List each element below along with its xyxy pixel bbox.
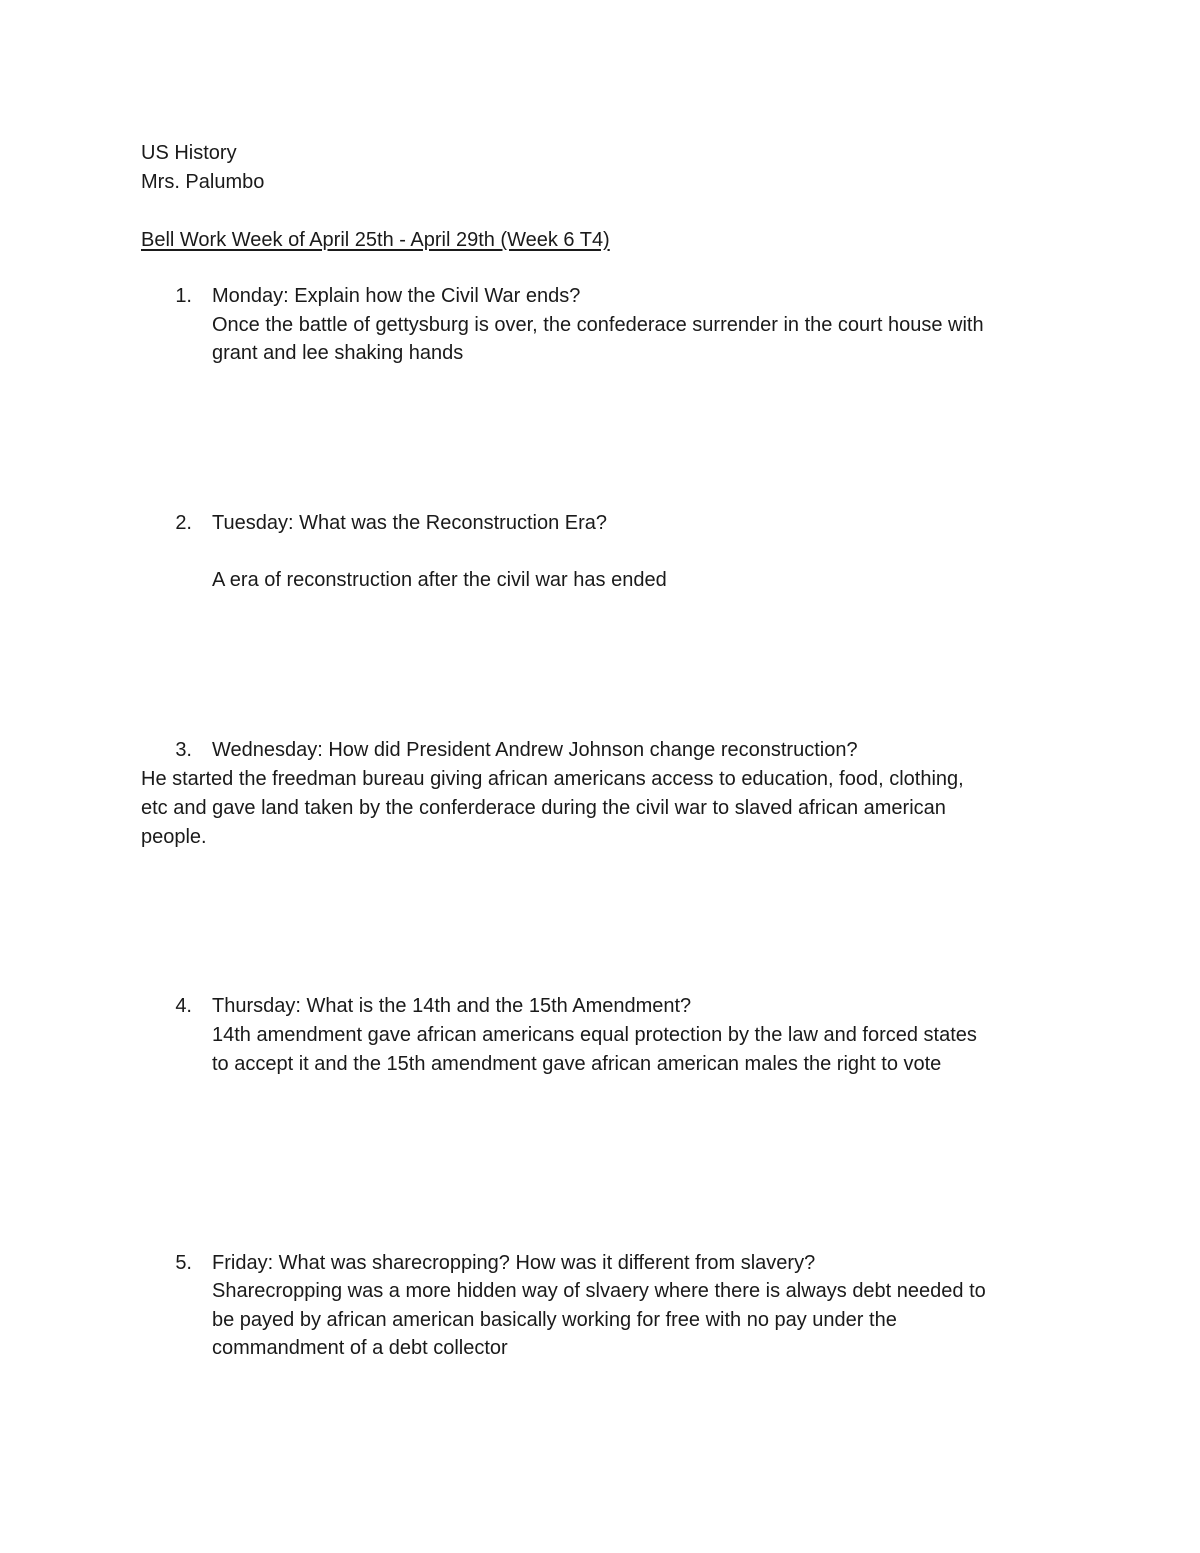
- question-number-4: 4.: [175, 995, 192, 1017]
- question-3-text: Wednesday: How did President Andrew Johnson change reconstruction?: [212, 739, 858, 761]
- question-number-2: 2.: [175, 512, 192, 534]
- course-name: US History: [141, 142, 237, 164]
- question-number-5: 5.: [175, 1252, 192, 1274]
- question-1-text: Monday: Explain how the Civil War ends?: [212, 285, 581, 307]
- question-number-1: 1.: [175, 285, 192, 307]
- teacher-name: Mrs. Palumbo: [141, 171, 265, 193]
- answer-3-line-2: etc and gave land taken by the conferderace during the civil war to slaved african american: [141, 797, 946, 819]
- document-title: Bell Work Week of April 25th - April 29th (Week 6 T4): [141, 229, 610, 251]
- answer-5-line-2: be payed by african american basically working for free with no pay under the: [212, 1309, 897, 1331]
- question-2-text: Tuesday: What was the Reconstruction Era?: [212, 512, 607, 534]
- question-5-text: Friday: What was sharecropping? How was it different from slavery?: [212, 1252, 816, 1274]
- answer-2-line-1: A era of reconstruction after the civil war has ended: [212, 569, 667, 591]
- answer-1-line-1: Once the battle of gettysburg is over, the confederace surrender in the court house with: [212, 314, 984, 336]
- question-number-3: 3.: [175, 739, 192, 761]
- answer-3-line-1: He started the freedman bureau giving african americans access to education, food, clothing,: [141, 768, 964, 790]
- answer-1-line-2: grant and lee shaking hands: [212, 342, 464, 364]
- answer-4-line-2: to accept it and the 15th amendment gave african american males the right to vote: [212, 1053, 942, 1075]
- question-4-text: Thursday: What is the 14th and the 15th Amendment?: [212, 995, 692, 1017]
- answer-5-line-1: Sharecropping was a more hidden way of slvaery where there is always debt needed to: [212, 1280, 986, 1302]
- answer-4-line-1: 14th amendment gave african americans equal protection by the law and forced states: [212, 1024, 977, 1046]
- answer-3-line-3: people.: [141, 826, 207, 848]
- answer-5-line-3: commandment of a debt collector: [212, 1337, 508, 1359]
